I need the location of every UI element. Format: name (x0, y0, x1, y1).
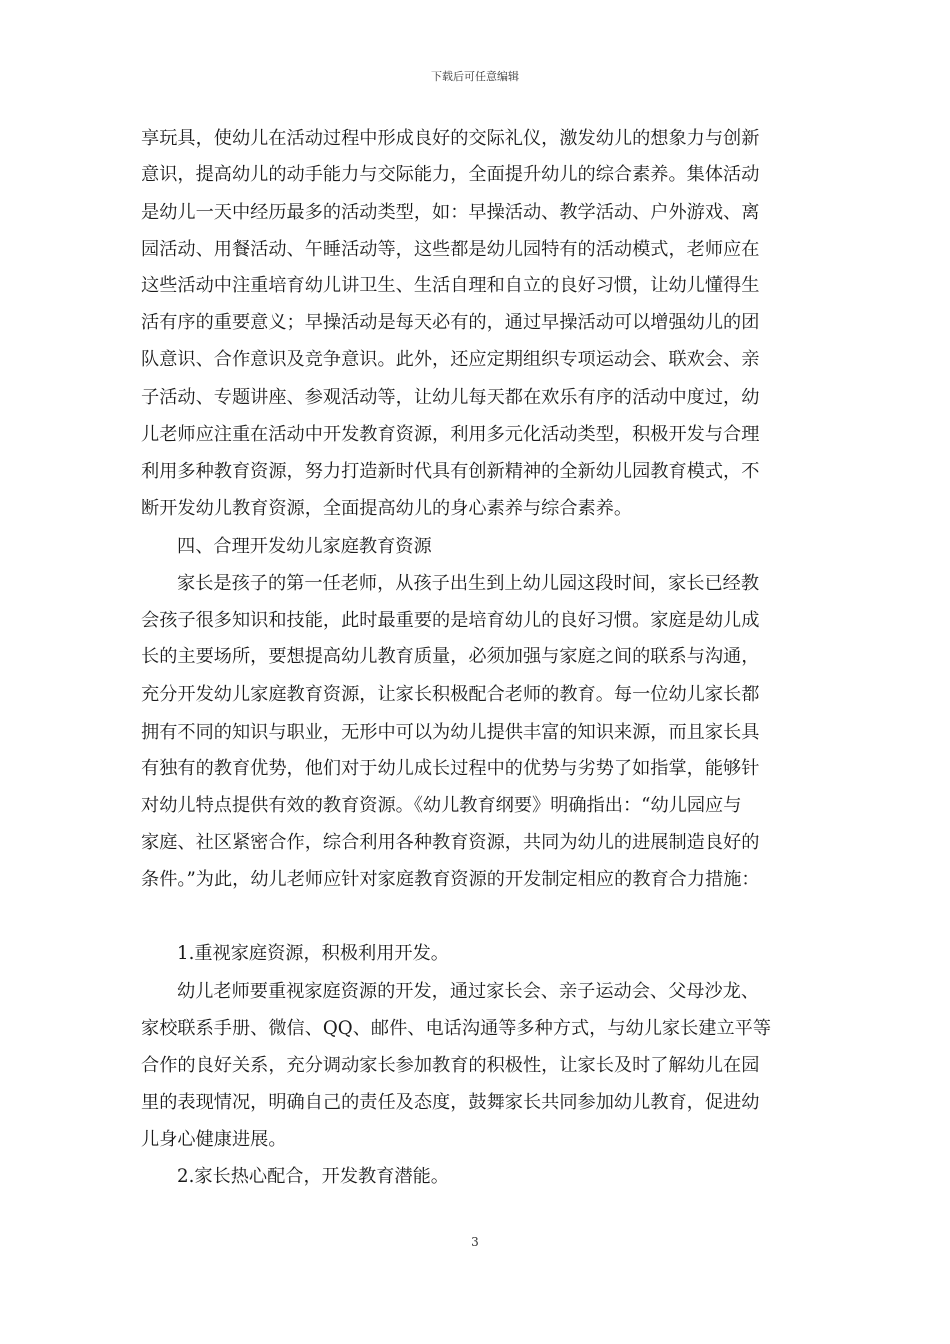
paragraph-line: 儿老师应注重在活动中开发教育资源，利用多元化活动类型，积极开发与合理 (141, 424, 760, 445)
paragraph-line: 享玩具，使幼儿在活动过程中形成良好的交际礼仪，激发幼儿的想象力与创新 (141, 128, 760, 149)
paragraph-line: 幼儿老师要重视家庭资源的开发，通过家长会、亲子运动会、父母沙龙、 (177, 981, 760, 1002)
paragraph-line: 拥有不同的知识与职业，无形中可以为幼儿提供丰富的知识来源，而且家长具 (141, 722, 760, 743)
numbered-heading: 2.家长热心配合，开发教育潜能。 (177, 1166, 449, 1187)
paragraph-line: 合作的良好关系，充分调动家长参加教育的积极性，让家长及时了解幼儿在园 (141, 1055, 760, 1076)
paragraph-line: 对幼儿特点提供有效的教育资源。《幼儿教育纲要》明确指出：“幼儿园应与 (141, 795, 742, 816)
paragraph-line: 家庭、社区紧密合作，综合利用各种教育资源，共同为幼儿的进展制造良好的 (141, 832, 760, 853)
paragraph-line: 家长是孩子的第一任老师，从孩子出生到上幼儿园这段时间，家长已经教 (177, 573, 760, 594)
section-heading: 四、合理开发幼儿家庭教育资源 (177, 536, 432, 557)
paragraph-line: 园活动、用餐活动、午睡活动等，这些都是幼儿园特有的活动模式，老师应在 (141, 239, 760, 260)
paragraph-line: 充分开发幼儿家庭教育资源，让家长积极配合老师的教育。每一位幼儿家长都 (141, 684, 760, 705)
paragraph-line: 是幼儿一天中经历最多的活动类型，如：早操活动、教学活动、户外游戏、离 (141, 202, 760, 223)
paragraph-line: 儿身心健康进展。 (141, 1129, 287, 1150)
page-number: 3 (471, 1235, 479, 1249)
numbered-heading: 1.重视家庭资源，积极利用开发。 (177, 943, 449, 964)
paragraph-line: 子活动、专题讲座、参观活动等，让幼儿每天都在欢乐有序的活动中度过，幼 (141, 387, 760, 408)
paragraph-line: 断开发幼儿教育资源，全面提高幼儿的身心素养与综合素养。 (141, 498, 633, 519)
paragraph-line: 里的表现情况，明确自己的责任及态度，鼓舞家长共同参加幼儿教育，促进幼 (141, 1092, 760, 1113)
paragraph-line: 条件。”为此，幼儿老师应针对家庭教育资源的开发制定相应的教育合力措施： (141, 869, 760, 890)
paragraph-line: 有独有的教育优势，他们对于幼儿成长过程中的优势与劣势了如指掌，能够针 (141, 758, 760, 779)
paragraph-line: 会孩子很多知识和技能，此时最重要的是培育幼儿的良好习惯。家庭是幼儿成 (141, 610, 760, 631)
paragraph-line: 队意识、合作意识及竞争意识。此外，还应定期组织专项运动会、联欢会、亲 (141, 349, 760, 370)
paragraph-line: 长的主要场所，要想提高幼儿教育质量，必须加强与家庭之间的联系与沟通， (141, 646, 760, 667)
paragraph-line: 活有序的重要意义；早操活动是每天必有的，通过早操活动可以增强幼儿的团 (141, 312, 760, 333)
paragraph-line: 意识，提高幼儿的动手能力与交际能力，全面提升幼儿的综合素养。集体活动 (141, 164, 760, 185)
page-header: 下载后可任意编辑 (431, 70, 519, 83)
paragraph-line: 利用多种教育资源，努力打造新时代具有创新精神的全新幼儿园教育模式，不 (141, 461, 760, 482)
paragraph-line: 这些活动中注重培育幼儿讲卫生、生活自理和自立的良好习惯，让幼儿懂得生 (141, 275, 760, 296)
paragraph-line: 家校联系手册、微信、QQ、邮件、电话沟通等多种方式，与幼儿家长建立平等 (141, 1018, 772, 1039)
